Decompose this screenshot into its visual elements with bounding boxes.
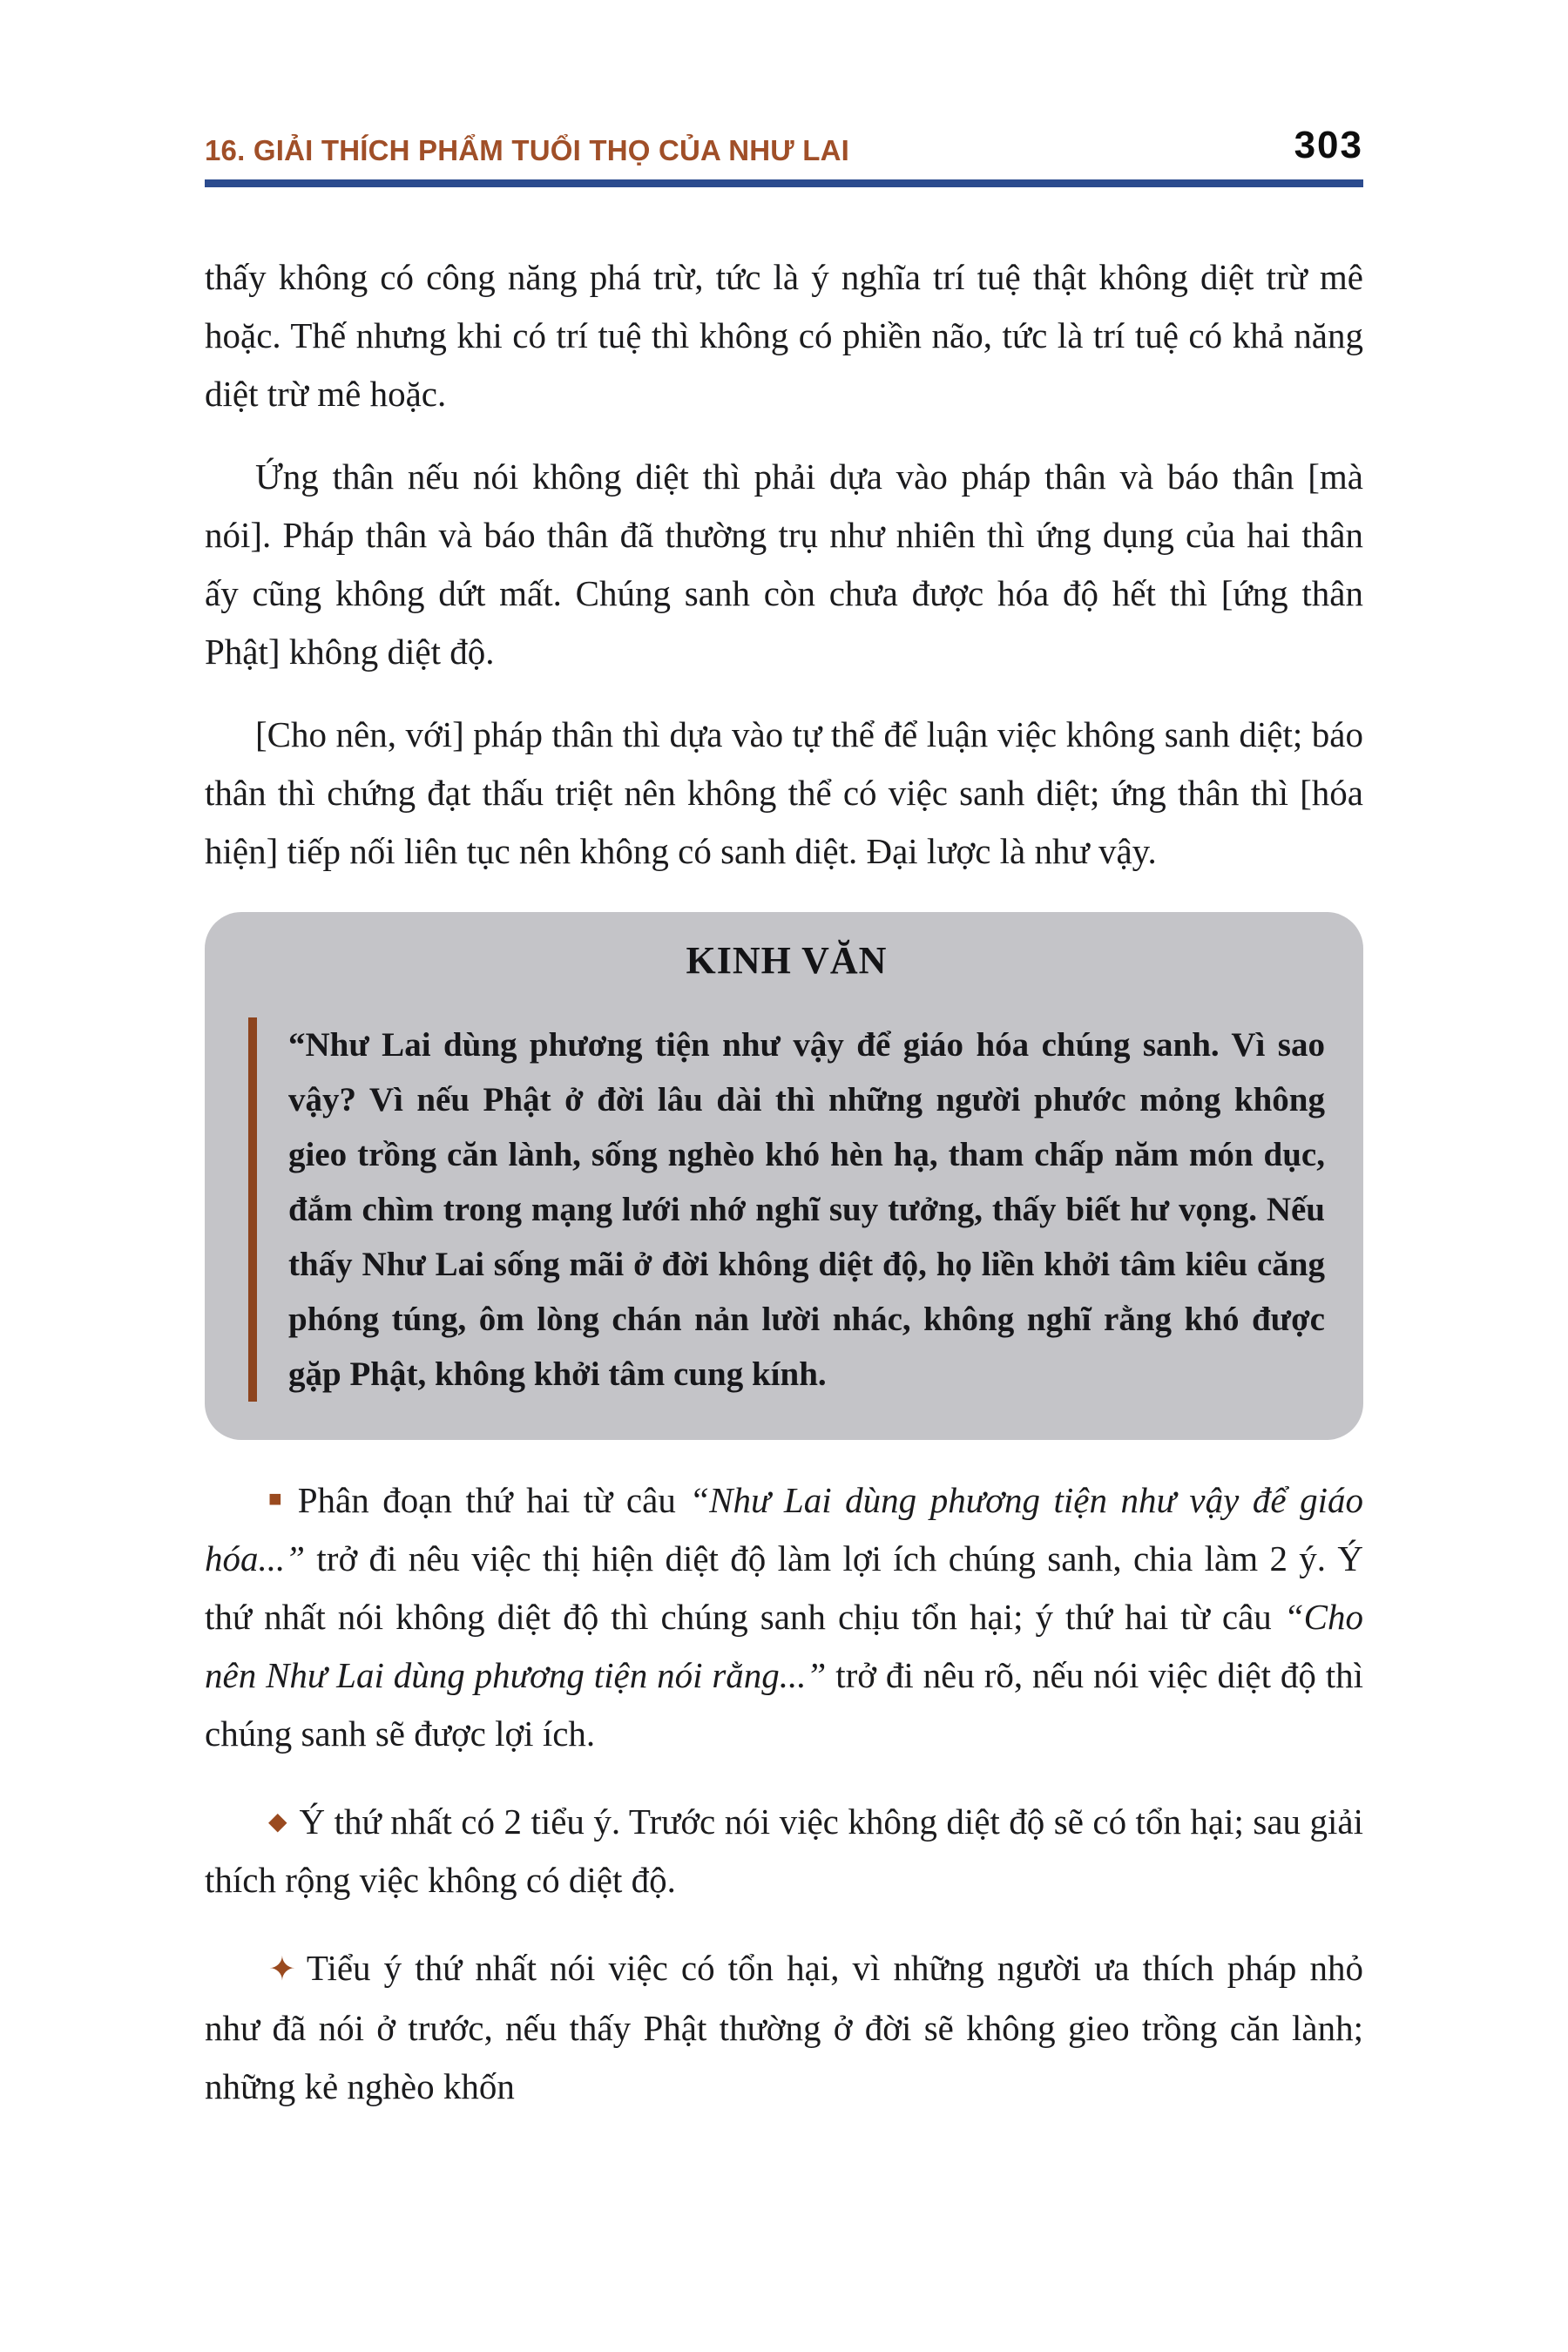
sutra-box-title: KINH VĂN (686, 939, 888, 982)
header-rule (205, 179, 1363, 187)
sutra-quote-text: “Như Lai dùng phương tiện như vậy để giáo hóa chúng sanh. Vì sao vậy? Vì nếu Phật ở đời lâu dài thì những người phước mỏng không gieo trồng căn lành, sống nghèo khó hèn hạ, tham chấp năm món dục, đắm chìm trong mạng lưới nhớ nghĩ suy tưởng, thấy biết hư vọng. Nếu thấy Như Lai sống mãi ở đời không diệt độ, họ liền khởi tâm kiêu căng phóng túng, ôm lòng chán nản lười nhác, không nghĩ rằng khó được gặp Phật, không khởi tâm cung kính. (288, 1026, 1325, 1393)
commentary-paragraph-level3 (205, 1939, 1363, 2116)
quote-accent-bar (248, 1017, 257, 1402)
paragraph: thấy không có công năng phá trừ, tức là ý nghĩa trí tuệ thật không diệt trừ mê hoặc. Thế nhưng khi có trí tuệ thì không có phiền não, tức là trí tuệ có khả năng diệt trừ mê hoặc. (205, 257, 1363, 414)
paragraph: Ứng thân nếu nói không diệt thì phải dựa vào pháp thân và báo thân [mà nói]. Pháp thân và báo thân đã thường trụ như nhiên thì ứng dụng của hai thân ấy cũng không dứt mất. Chúng sanh còn chưa được hóa độ hết thì [ứng thân Phật] không diệt độ. (205, 456, 1363, 672)
commentary-text: Ý thứ nhất có 2 tiểu ý. Trước nói việc không diệt độ sẽ có tổn hại; sau giải thích rộng việc không có diệt độ. (205, 1801, 1363, 1900)
sutra-text-box (205, 912, 1363, 1440)
square-bullet-icon: ■ (268, 1486, 282, 1511)
page-body (205, 248, 1363, 2116)
chapter-title: 16. GIẢI THÍCH PHẨM TUỔI THỌ CỦA NHƯ LAI (205, 134, 849, 166)
page-number: 303 (1294, 124, 1363, 166)
commentary-paragraph-level1 (205, 1470, 1363, 1763)
sutra-quote-block (248, 1017, 1325, 1402)
paragraph: [Cho nên, với] pháp thân thì dựa vào tự thể để luận việc không sanh diệt; báo thân thì chứng đạt thấu triệt nên không thể có việc sanh diệt; ứng thân thì [hóa hiện] tiếp nối liên tục nên không có sanh diệt. Đại lược là như vậy. (205, 714, 1363, 871)
commentary-paragraph-level2 (205, 1793, 1363, 1909)
commentary-text: Phân đoạn thứ hai từ câu “Như Lai dùng phương tiện như vậy để giáo hóa...” trở đi nêu việc thị hiện diệt độ làm lợi ích chúng sanh, chia làm 2 ý. Ý thứ nhất nói không diệt độ thì chúng sanh chịu tổn hại; ý thứ hai từ câu “Cho nên Như Lai dùng phương tiện nói rằng...” trở đi nêu rõ, nếu nói việc diệt độ thì chúng sanh sẽ được lợi ích. (205, 1480, 1363, 1754)
four-pointed-star-bullet-icon: ✦ (268, 1951, 296, 1988)
commentary-text: Tiểu ý thứ nhất nói việc có tổn hại, vì những người ưa thích pháp nhỏ như đã nói ở trước, nếu thấy Phật thường ở đời sẽ không gieo trồng căn lành; những kẻ nghèo khốn (205, 1948, 1363, 2106)
diamond-bullet-icon: ◆ (268, 1808, 287, 1835)
page-header (205, 124, 1363, 187)
